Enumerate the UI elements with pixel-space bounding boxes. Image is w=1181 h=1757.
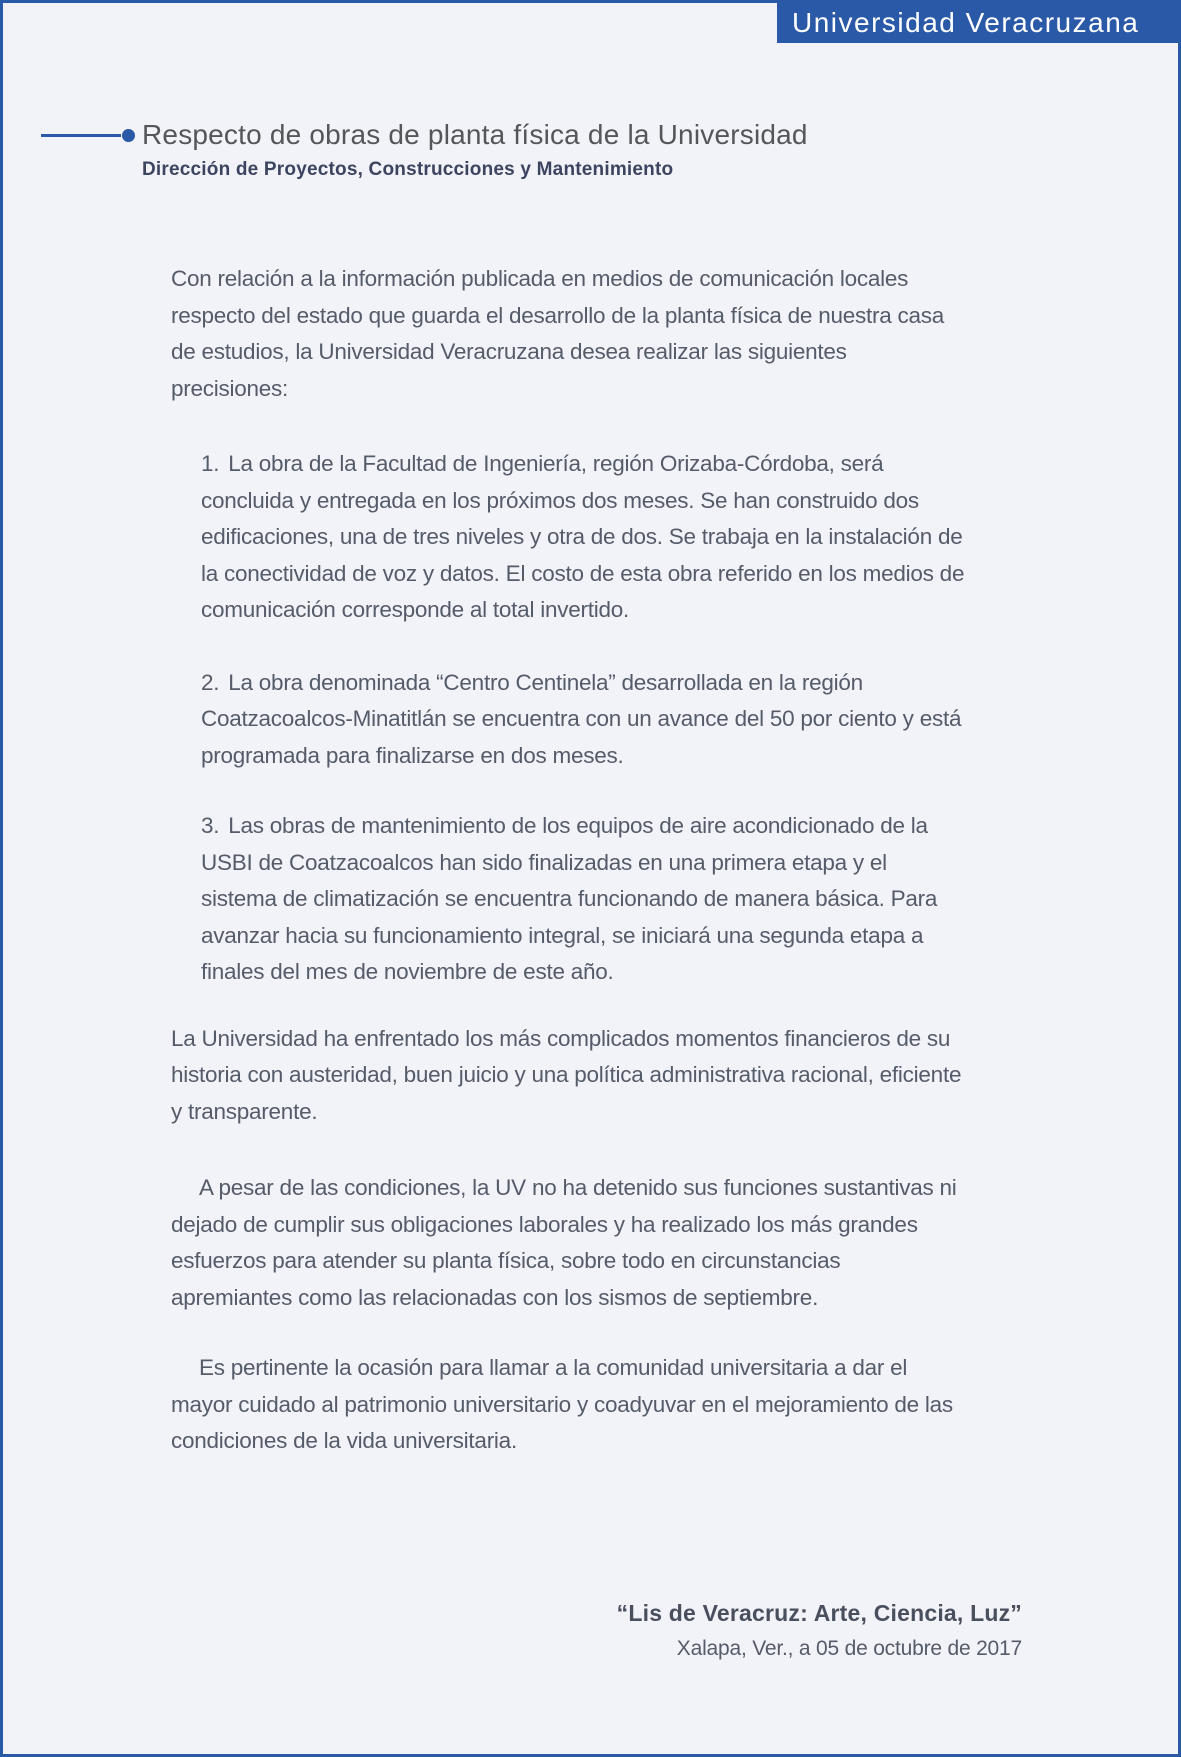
page-subtitle: Dirección de Proyectos, Construcciones y Mantenimiento: [142, 159, 674, 180]
numbered-list: [171, 446, 966, 991]
list-item-2: [201, 665, 966, 775]
page-title: Respecto de obras de planta física de la Universidad: [142, 119, 808, 150]
document-footer: [617, 1597, 1022, 1665]
university-banner-title: Universidad Veracruzana: [792, 7, 1140, 38]
intro-paragraph: Con relación a la información publicada en medios de comunicación locales respecto del estado que guarda el desarrollo de la planta física de nuestra casa de estudios, la Universidad Veracruzana desea realizar las siguientes precisiones:: [171, 266, 945, 401]
list-item-1: [201, 446, 966, 629]
footer-dateline: Xalapa, Ver., a 05 de octubre de 2017: [676, 1637, 1022, 1660]
document-header: [41, 119, 808, 181]
paragraph-finances: La Universidad ha enfrentado los más complicados momentos financieros de su historia con austeridad, buen juicio y una política administrativa racional, eficiente y transparente.: [171, 1025, 962, 1124]
list-item-1-number: 1.: [201, 451, 220, 476]
title-rule-and-dot: [41, 134, 121, 137]
list-item-2-number: 2.: [201, 669, 220, 695]
paragraph-community-call: Es pertinente la ocasión para llamar a la comunidad universitaria a dar el mayor cuidado al patrimonio universitario y coadyuvar en el mejoramiento de las condiciones de la vida universitaria.: [171, 1355, 953, 1453]
footer-motto: “Lis de Veracruz: Arte, Ciencia, Luz”: [616, 1600, 1022, 1626]
university-banner: [777, 3, 1178, 43]
paragraph-efforts: A pesar de las condiciones, la UV no ha detenido sus funciones sustantivas ni dejado de cumplir sus obligaciones laborales y ha realizado los más grandes esfuerzos para atender su planta física, sobre todo en circunstancias apremiantes como las relacionadas con los sismos de septiembre.: [171, 1175, 957, 1310]
list-item-3-text: Las obras de mantenimiento de los equipos de aire acondicionado de la USBI de Coatzacoalcos han sido finalizadas en una primera etapa y el sistema de climatización se encuentra funcionando de manera básica. Para avanzar hacia su funcionamiento integral, se iniciará una segunda etapa a finales del mes de noviembre de este año.: [201, 813, 938, 984]
list-item-3-number: 3.: [201, 813, 220, 838]
document-body: [171, 261, 966, 1460]
list-item-3: [201, 808, 966, 991]
list-item-1-text: La obra de la Facultad de Ingeniería, región Orizaba-Córdoba, será concluida y entregada en los próximos dos meses. Se han construido dos edificaciones, una de tres niveles y otra de dos. Se trabaja en la instalación de la conectividad de voz y datos. El costo de esta obra referido en los medios de comunicación corresponde al total invertido.: [201, 451, 965, 622]
title-row: [41, 119, 808, 151]
list-item-2-text: La obra denominada “Centro Centinela” desarrollada en la región Coatzacoalcos-Minatitlán se encuentra con un avance del 50 por ciento y está programada para finalizarse en dos meses.: [201, 669, 962, 768]
